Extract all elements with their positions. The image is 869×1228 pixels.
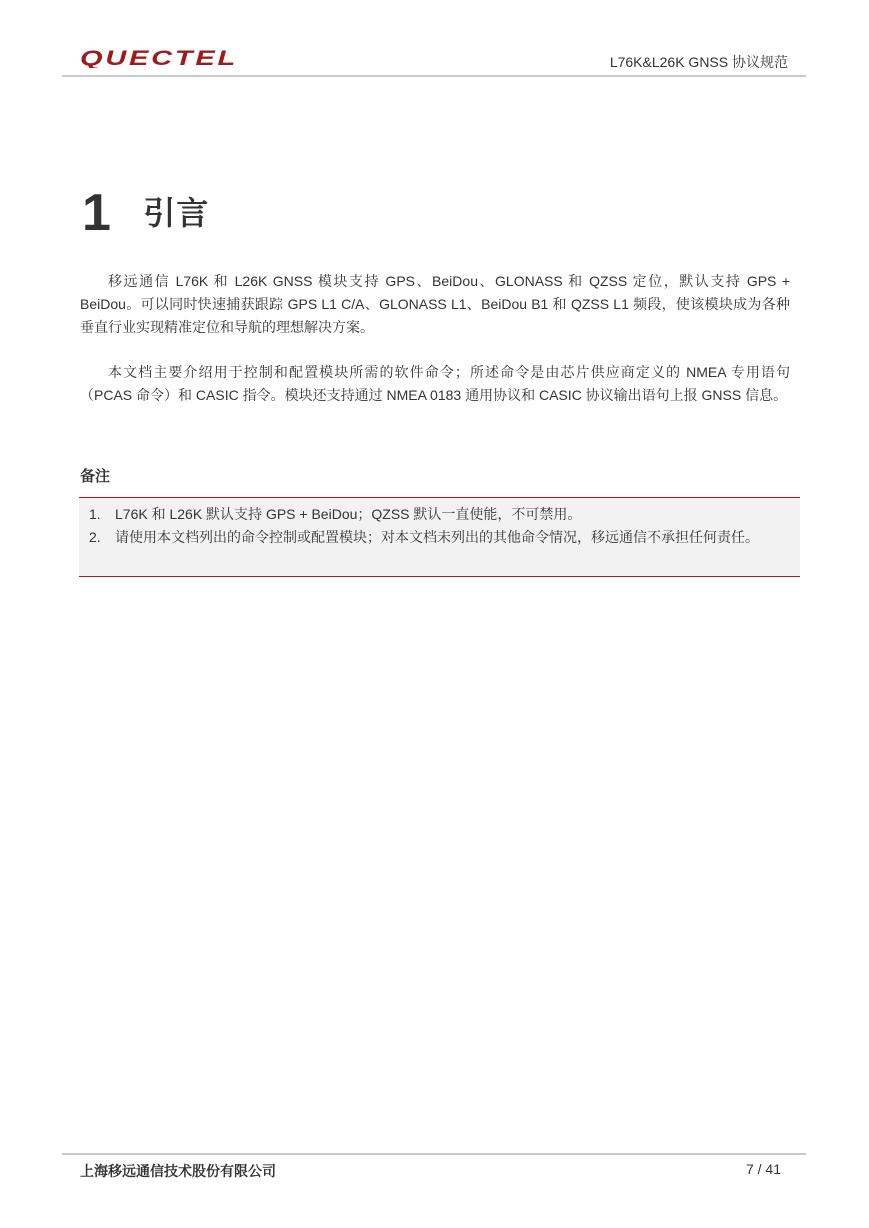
page-number: 7 / 41 — [745, 1161, 781, 1177]
note-text: L76K 和 L26K 默认支持 GPS + BeiDou；QZSS 默认一直使能，不可禁用。 — [115, 506, 582, 522]
document-title: L76K&L26K GNSS 协议规范 — [609, 54, 788, 70]
chapter-title: 引言 — [143, 195, 210, 231]
intro-paragraph-1: 移远通信 L76K 和 L26K GNSS 模块支持 GPS、BeiDou、GLONASS 和 QZSS 定位，默认支持 GPS + BeiDou。可以同时快速捕获跟踪 GPS L1 C/A、GLONASS L1、BeiDou B1 和 QZSS L1 频段，使该模块成为各种垂直行业实现精准定位和导航的理想解决方案。 — [80, 273, 790, 335]
footer-company: 上海移远通信技术股份有限公司 — [80, 1163, 276, 1179]
intro-paragraph-2: 本文档主要介绍用于控制和配置模块所需的软件命令；所述命令是由芯片供应商定义的 NMEA 专用语句（PCAS 命令）和 CASIC 指令。模块还支持通过 NMEA 0183 通用协议和 CASIC 协议输出语句上报 GNSS 信息。 — [80, 364, 790, 403]
page-header — [62, 0, 806, 78]
chapter-number: 1 — [82, 184, 111, 242]
note-label: 备注 — [80, 468, 111, 485]
quectel-logo — [78, 48, 242, 68]
header-divider — [62, 75, 806, 77]
note-text: 请使用本文档列出的命令控制或配置模块；对本文档未列出的其他命令情况，移远通信不承担任何责任。 — [115, 529, 759, 545]
note-box — [79, 497, 800, 577]
note-number: 2. — [89, 529, 101, 545]
chapter-heading — [82, 183, 209, 243]
note-number: 1. — [89, 506, 101, 522]
logo-text: QUECTEL — [80, 48, 238, 68]
footer-divider — [62, 1153, 806, 1155]
